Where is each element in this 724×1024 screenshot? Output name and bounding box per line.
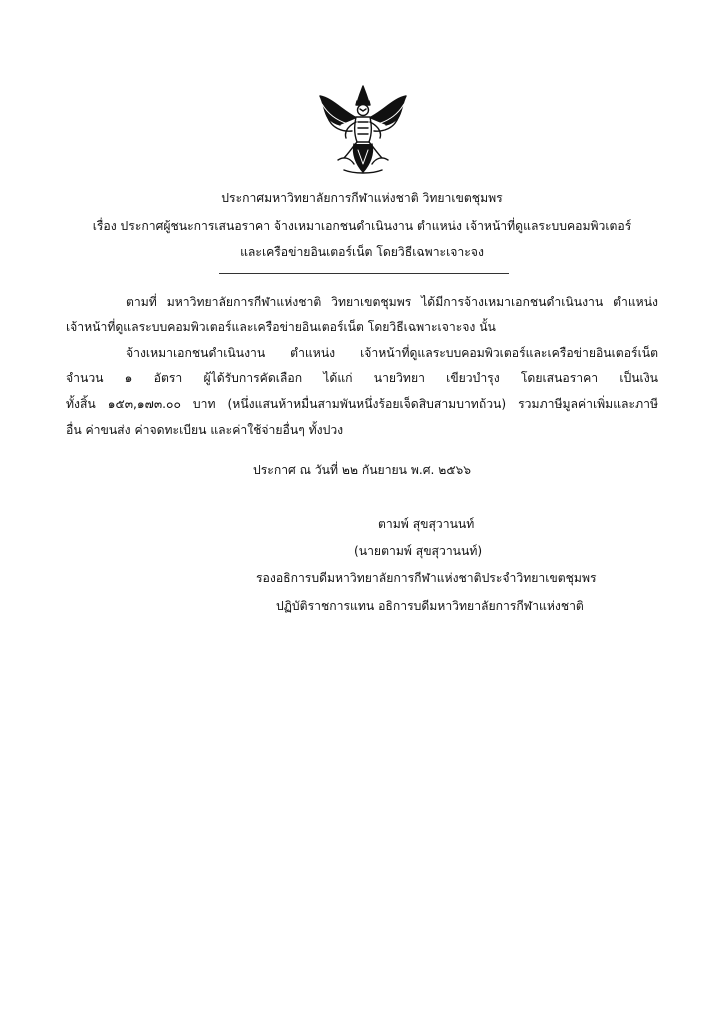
- subject-line-2: และเครือข่ายอินเตอร์เน็ต โดยวิธีเฉพาะเจาะจง: [240, 245, 484, 259]
- title-divider: [219, 273, 509, 274]
- paragraph-2-line-3: ทั้งสิ้น ๑๕๓,๑๗๓.๐๐ บาท (หนึ่งแสนห้าหมื่นสามพันหนึ่งร้อยเจ็ดสิบสามบาทถ้วน) รวมภาษีมูลค่าเพิ่มและภาษี: [66, 397, 658, 411]
- position-line-2: ปฏิบัติราชการแทน อธิการบดีมหาวิทยาลัยการกีฬาแห่งชาติ: [276, 599, 584, 613]
- paragraph-2-line-1: จ้างเหมาเอกชนดำเนินงาน ตำแหน่ง เจ้าหน้าที่ดูแลระบบคอมพิวเตอร์และเครือข่ายอินเตอร์เน็ต: [126, 346, 658, 360]
- position-line-1: รองอธิการบดีมหาวิทยาลัยการกีฬาแห่งชาติประจำวิทยาเขตชุมพร: [256, 571, 597, 585]
- paragraph-1-line-1: ตามที่ มหาวิทยาลัยการกีฬาแห่งชาติ วิทยาเขตชุมพร ได้มีการจ้างเหมาเอกชนดำเนินงาน ตำแหน่ง: [126, 295, 658, 309]
- paragraph-2-line-2: จำนวน ๑ อัตรา ผู้ได้รับการคัดเลือก ได้แก่ นายวิทยา เขียวบำรุง โดยเสนอราคา เป็นเงิน: [66, 371, 658, 385]
- announcement-title: ประกาศมหาวิทยาลัยการกีฬาแห่งชาติ วิทยาเขตชุมพร: [221, 191, 503, 205]
- paragraph-2-line-4: อื่น ค่าขนส่ง ค่าจดทะเบียน และค่าใช้จ่ายอื่นๆ ทั้งปวง: [66, 423, 344, 437]
- printed-name: (นายตามพ์ สุขสุวานนท์): [354, 544, 483, 558]
- paragraph-1-line-2: เจ้าหน้าที่ดูแลระบบคอมพิวเตอร์และเครือข่ายอินเตอร์เน็ต โดยวิธีเฉพาะเจาะจง นั้น: [66, 320, 496, 334]
- signature-name: ตามพ์ สุขสุวานนท์: [378, 517, 475, 531]
- garuda-emblem-icon: [314, 84, 412, 178]
- subject-line-1: เรื่อง ประกาศผู้ชนะการเสนอราคา จ้างเหมาเอกชนดำเนินงาน ตำแหน่ง เจ้าหน้าที่ดูแลระบบคอมพิวเตอร์: [92, 219, 632, 233]
- announce-date: ประกาศ ณ วันที่ ๒๒ กันยายน พ.ศ. ๒๕๖๖: [252, 463, 472, 477]
